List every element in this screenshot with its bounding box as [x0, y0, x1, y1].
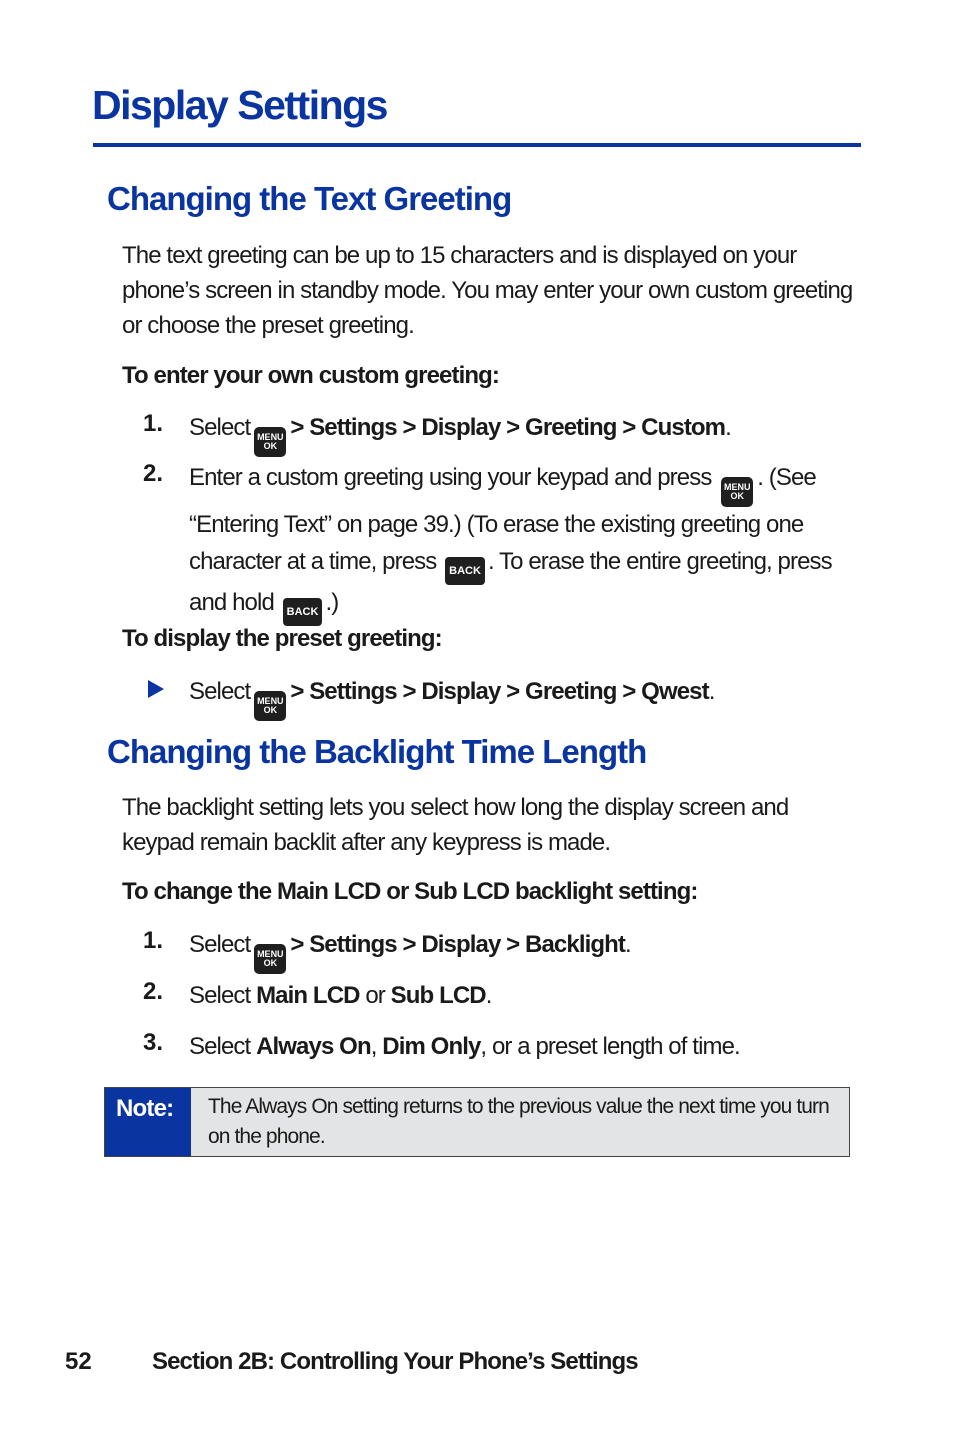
step-number: 1.	[143, 410, 164, 437]
step-text: Select MENU OK > Settings > Display > Greeting > Custom.	[189, 410, 869, 457]
back-key-icon: BACK	[445, 557, 485, 585]
menu-path: > Settings > Display > Greeting > Qwest	[290, 678, 709, 705]
menu-ok-key-icon: MENU OK	[254, 691, 286, 721]
step-number: 3.	[143, 1029, 164, 1056]
step-text: Select MENU OK > Settings > Display > Greeting > Qwest.	[189, 674, 869, 721]
section-heading-text-greeting: Changing the Text Greeting	[107, 180, 512, 217]
page-number: 52	[65, 1348, 92, 1375]
text-greeting-intro: The text greeting can be up to 15 characters and is displayed on your phone’s screen in standby mode. You may enter your own custom greeting or choose the preset greeting.	[122, 242, 853, 339]
option-sub-lcd: Sub LCD	[390, 982, 486, 1009]
page-title: Display Settings	[92, 82, 387, 128]
backlight-intro: The backlight setting lets you select how long the display screen and keypad remain backlit after any keypress is made.	[122, 794, 789, 856]
procedure-title-custom-greeting: To enter your own custom greeting:	[122, 362, 499, 389]
option-main-lcd: Main LCD	[256, 982, 360, 1009]
menu-ok-key-icon: MENU OK	[254, 944, 286, 974]
footer-section-title: Section 2B: Controlling Your Phone’s Settings	[152, 1348, 638, 1375]
step-text: Select MENU OK > Settings > Display > Backlight.	[189, 927, 869, 974]
bullet-arrow-icon	[148, 680, 164, 698]
title-rule	[93, 143, 861, 147]
back-key-icon: BACK	[283, 598, 323, 626]
menu-path: > Settings > Display > Greeting > Custom	[290, 414, 726, 441]
step-number: 2.	[143, 460, 164, 487]
step-text: Select Main LCD or Sub LCD.	[189, 982, 492, 1009]
menu-path: > Settings > Display > Backlight	[290, 931, 625, 958]
step-text: Select Always On, Dim Only, or a preset length of time.	[189, 1033, 740, 1060]
option-dim-only: Dim Only	[382, 1033, 481, 1060]
section-heading-backlight: Changing the Backlight Time Length	[107, 733, 647, 770]
menu-ok-key-icon: MENU OK	[254, 427, 286, 457]
procedure-title-preset-greeting: To display the preset greeting:	[122, 625, 442, 652]
menu-ok-key-icon: MENU OK	[721, 477, 753, 507]
step-number: 2.	[143, 978, 164, 1005]
note-box	[104, 1087, 850, 1157]
note-text: The Always On setting returns to the previous value the next time you turn on the phone.	[208, 1095, 829, 1148]
step-text: Enter a custom greeting using your keypad and press MENU OK . (See “Entering Text” on page 39.) (To erase the existing greeting one character at a time, press BACK . To erase the entire greeting, press and hold BACK .)	[189, 460, 869, 626]
option-always-on: Always On	[256, 1033, 371, 1060]
step-number: 1.	[143, 927, 164, 954]
note-label: Note:	[105, 1088, 191, 1156]
procedure-title-backlight: To change the Main LCD or Sub LCD backlight setting:	[122, 878, 698, 905]
